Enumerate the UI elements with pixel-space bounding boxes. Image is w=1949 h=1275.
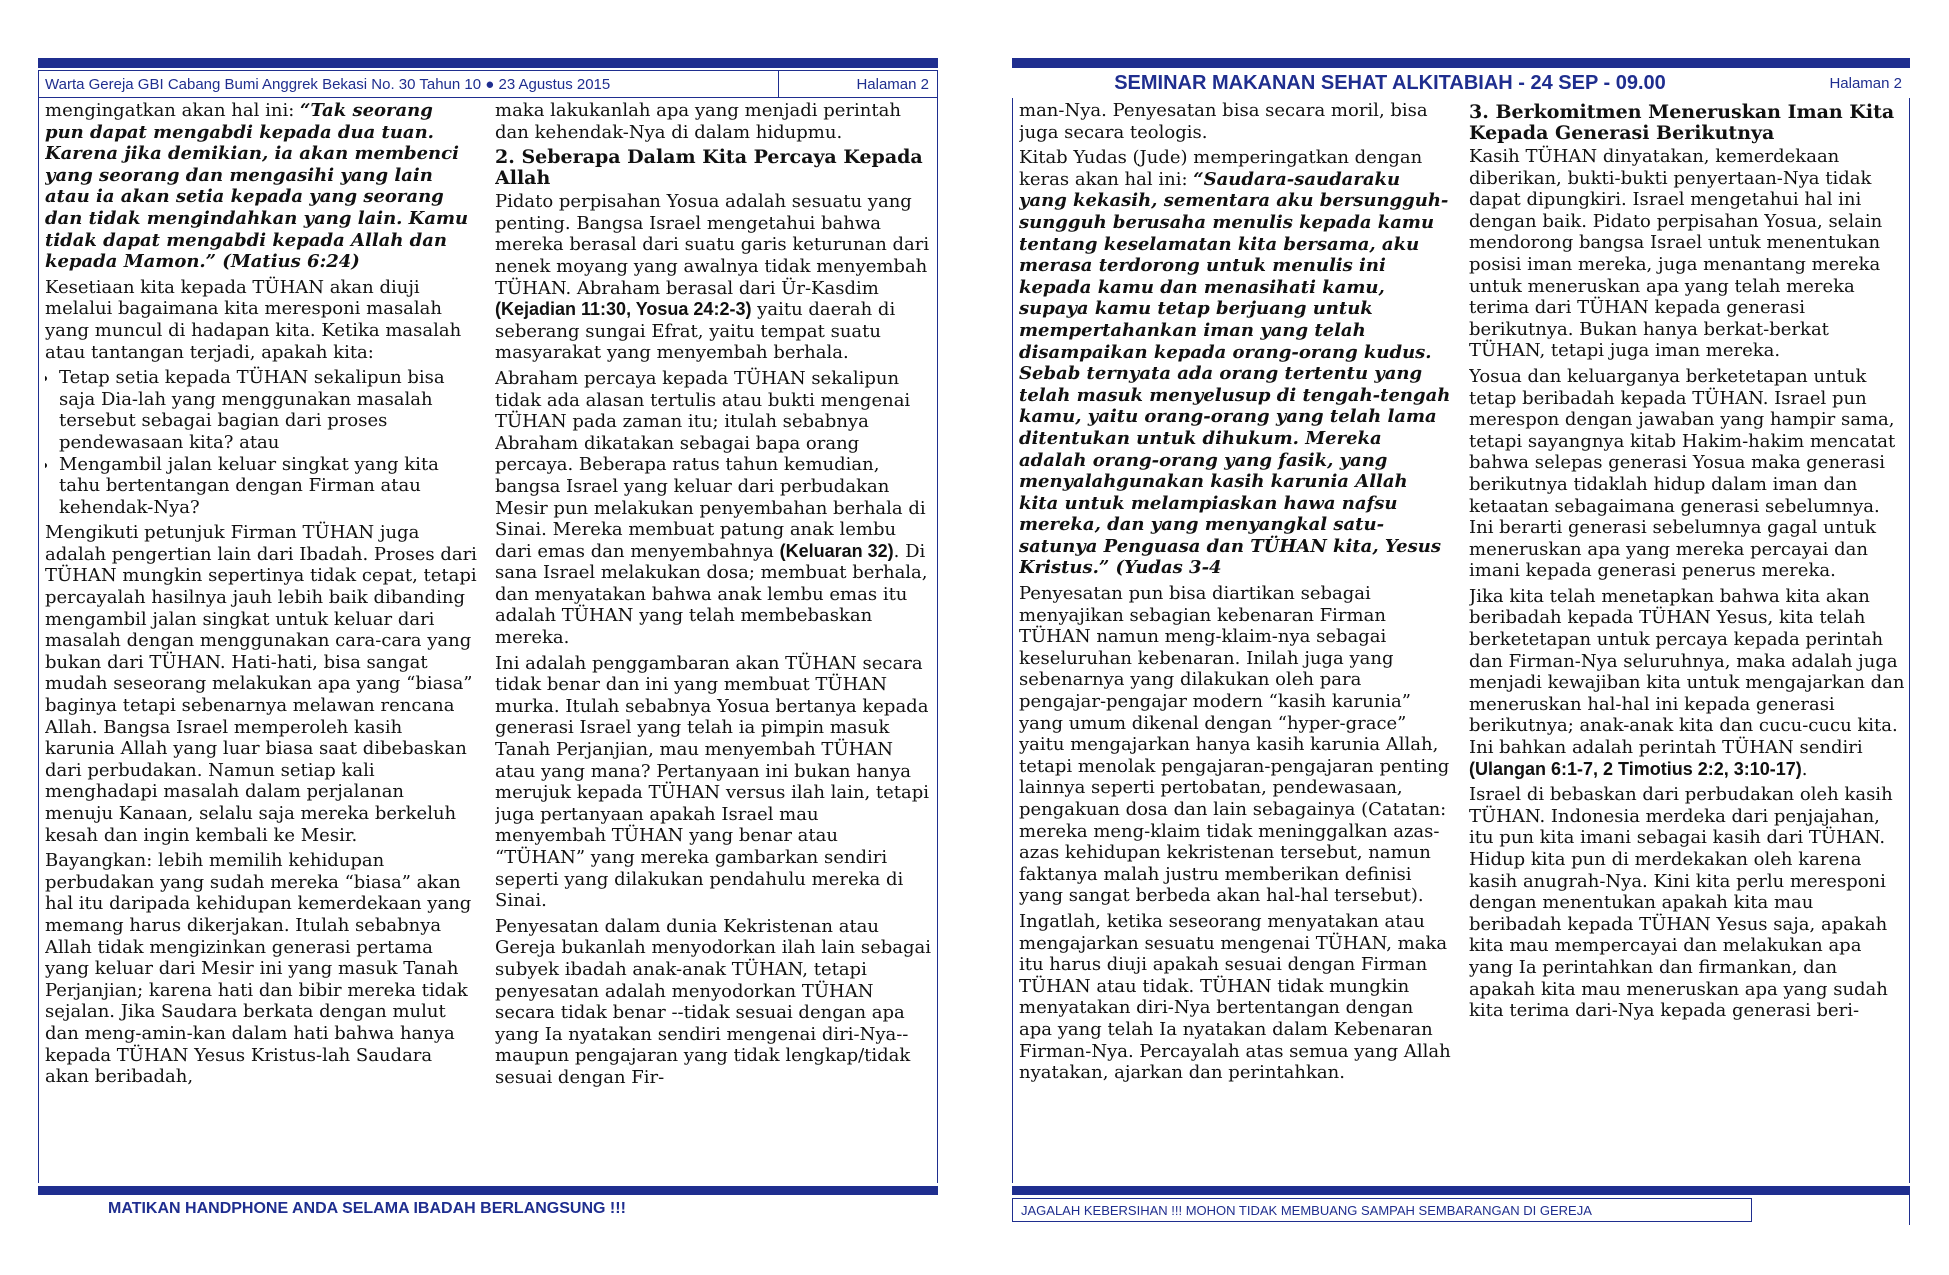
- paragraph: Kasih TÜHAN dinyatakan, kemerdekaan diberikan, bukti-bukti penyertaan-Nya tidak dapat dipungkiri. Israel mengetahui hal ini dengan baik. Pidato perpisahan Yosua, selain mendorong bangsa Israel untuk menentukan posisi iman mereka, juga menantang mereka untuk meneruskan apa yang telah mereka terima dari TÜHAN kepada generasi berikutnya. Bukan hanya berkat-berkat TÜHAN, tetapi juga iman mereka.: [1469, 146, 1883, 362]
- top-rule: [38, 58, 938, 68]
- text-run: yaitu daerah di seberang sungai Efrat, yaitu tempat suatu masyarakat yang menyembah berhala.: [495, 299, 896, 364]
- column-right: [1469, 100, 1905, 1183]
- paragraph: Yosua dan keluarganya berketetapan untuk tetap beribadah kepada TÜHAN. Israel pun merespon dengan jawaban yang hampir sama, tetapi sayangnya kitab Hakim-hakim mencatat bahwa selepas generasi Yosua maka generasi berikutnya tidaklah hidup dalam iman dan ketaatan sebagaimana generasi sebelumnya. Ini berarti generasi sebelumnya gagal untuk meneruskan apa yang mereka percayai dan imani kepada generasi penerus mereka.: [1469, 365, 1896, 582]
- text-run: . Di sana Israel melakukan dosa; membuat berhala, dan menyatakan bahwa anak lembu emas itu adalah TÜHAN yang telah membebaskan mereka.: [495, 540, 928, 649]
- text-run: mengingatkan akan hal ini:: [45, 100, 301, 121]
- paragraph: Bayangkan: lebih memilih kehidupan perbudakan yang sudah mereka “biasa” akan hal itu daripada kehidupan kemerdekaan yang memang harus dikerjakan. Itulah sebabnya Allah tidak mengizinkan generasi pertama yang keluar dari Mesir ini yang masuk Tanah Perjanjian; karena hati dan bibir mereka tidak sejalan. Jika Saudara berkata dengan mulut dan meng-amin-kan dalam hati bahwa hanya kepada TÜHAN Yesus Kristus-lah Saudara akan beribadah,: [45, 850, 472, 1088]
- paragraph: [1469, 586, 1905, 780]
- text-run: Pidato perpisahan Yosua adalah sesuatu yang penting. Bangsa Israel mengetahui bahwa mereka berasal dari suatu garis keturunan dari nenek moyang yang awalnya tidak menyembah TÜHAN. Abraham berasal dari Ür-Kasdim: [495, 191, 930, 299]
- text-run: Abraham percaya kepada TÜHAN sekalipun tidak ada alasan tertulis atau bukti mengenai TÜHAN pada zaman itu; itulah sebabnya Abraham dikatakan sebagai bapa orang percaya. Beberapa ratus tahun kemudian, bangsa Israel yang keluar dari perbudakan Mesir pun melakukan penyembahan berhala di Sinai. Mereka membuat patung anak lembu dari emas dan menyembahnya: [495, 367, 926, 562]
- header-bar: [1012, 70, 1910, 96]
- paragraph: [1019, 147, 1451, 579]
- paragraph: Israel di bebaskan dari perbudakan oleh kasih TÜHAN. Indonesia merdeka dari penjajahan, itu pun kita imani sebagai kasih dari TÜHAN. Hidup kita pun di merdekakan oleh karena kasih anugrah-Nya. Kini kita perlu meresponi dengan menentukan apakah kita mau beribadah kepada TÜHAN Yesus saja, apakah kita mau mempercayai dan melakukan apa yang Ia perintahkan dan firmankan, dan apakah kita mau meneruskan apa yang sudah kita terima dari-Nya kepada generasi beri-: [1469, 784, 1893, 1022]
- bottom-frame: [1751, 1195, 1910, 1225]
- text-run: .: [1801, 758, 1808, 780]
- paragraph: maka lakukanlah apa yang menjadi perintah dan kehendak-Nya di dalam hidupmu.: [495, 100, 901, 143]
- scripture-reference: (Kejadian 11:30, Yosua 24:2-3): [495, 299, 752, 320]
- column-right: [495, 100, 931, 1183]
- text-run: Jika kita telah menetapkan bahwa kita akan beribadah kepada TÜHAN Yesus, kita telah berketetapan untuk percaya kepada perintah dan Firman-Nya seluruhnya, maka adalah juga menjadi kewajiban kita untuk mengajarkan dan meneruskan hal-hal ini kepada generasi berikutnya; anak-anak kita dan cucu-cucu kita. Ini bahkan adalah perintah TÜHAN sendiri: [1469, 585, 1905, 759]
- scripture-reference: (Ulangan 6:1-7, 2 Timotius 2:2, 3:10-17): [1469, 758, 1802, 779]
- bottom-rule: [1012, 1186, 1910, 1195]
- scripture-quote: “Tak seorang pun dapat mengabdi kepada dua tuan. Karena jika demikian, ia akan membenci yang seorang dan mengasihi yang lain atau ia akan setia kepada yang seorang dan tidak mengindahkan yang lain. Kamu tidak dapat mengabdi kepada Allah dan kepada Mamon.” (Matius 6:24): [45, 100, 469, 273]
- paragraph: [495, 368, 931, 649]
- paragraph: man-Nya. Penyesatan bisa secara moril, bisa juga secara teologis.: [1019, 100, 1428, 143]
- list-item: • Tetap setia kepada TÜHAN sekalipun bisa saja Dia-lah yang menggunakan masalah tersebut sebagai bagian dari proses pendewasaan kita? atau: [59, 367, 477, 453]
- header-bar: [38, 70, 938, 98]
- paragraph: [45, 100, 477, 273]
- right-page: [1012, 58, 1910, 1238]
- paragraph: Penyesatan dalam dunia Kekristenan atau Gereja bukanlah menyodorkan ilah lain sebagai subyek ibadah anak-anak TÜHAN, tetapi penyesatan adalah menyodorkan TÜHAN secara tidak benar --tidak sesuai dengan apa yang Ia nyatakan sendiri mengenai diri-Nya-- maupun pengajaran yang tidak lengkap/tidak sesuai dengan Fir-: [495, 915, 931, 1088]
- paragraph: Ini adalah penggambaran akan TÜHAN secara tidak benar dan ini yang membuat TÜHAN murka. Itulah sebabnya Yosua bertanya kepada generasi Israel yang telah ia pimpin masuk Tanah Perjanjian, mau menyembah TÜHAN atau yang mana? Pertanyaan ini bukan hanya merujuk kepada TÜHAN versus ilah lain, tetapi juga pertanyaan apakah Israel mau menyembah TÜHAN yang benar atau “TÜHAN” yang mereka gambarkan sendiri seperti yang dilakukan pendahulu mereka di Sinai.: [495, 652, 930, 912]
- paragraph: [495, 191, 931, 364]
- content-area: [38, 98, 938, 1183]
- column-left: [45, 100, 477, 1183]
- column-left: [1019, 100, 1451, 1183]
- scripture-quote: “Saudara-saudaraku yang kekasih, sementara aku bersungguh-sungguh berusaha menulis kepada kamu tentang keselamatan kita bersama, aku merasa terdorong untuk menulis ini kepada kamu dan menasihati kamu, supaya kamu tetap berjuang untuk mempertahankan iman yang telah disampaikan kepada orang-orang kudus. Sebab ternyata ada orang tertentu yang telah masuk menyelusup di tengah-tengah kamu, yaitu orang-orang yang telah lama ditentukan untuk dihukum. Mereka adalah orang-orang yang fasik, yang menyalahgunakan kasih karunia Allah kita untuk melampiaskan hawa nafsu mereka, dan yang menyangkal satu-satunya Penguasa dan TÜHAN kita, Yesus Kristus.” (Yudas 3-4: [1019, 168, 1451, 579]
- bullet-list: [45, 367, 477, 518]
- content-area: [1012, 98, 1910, 1183]
- header-title: Warta Gereja GBI Cabang Bumi Anggrek Bekasi No. 30 Tahun 10 ● 23 Agustus 2015: [45, 75, 611, 93]
- paragraph: Penyesatan pun bisa diartikan sebagai menyajikan sebagian kebenaran Firman TÜHAN namun meng-klaim-nya sebagai keseluruhan kebenaran. Inilah juga yang sebenarnya yang dilakukan oleh para pengajar-pengajar modern “kasih karunia” yang umum dikenal dengan “hyper-grace” yaitu mengajarkan hanya kasih karunia Allah, tetapi menolak pengajaran-pengajaran penting lainnya seperti pertobatan, pendewasaan, pengakuan dosa dan lain sebagainya (Catatan: mereka meng-klaim tidak meninggalkan azas-azas kehidupan kekristenan tersebut, namun faktanya malah justru memberikan definisi yang sangat berbeda akan hal-hal tersebut).: [1019, 583, 1450, 907]
- bottom-rule: [38, 1186, 938, 1195]
- paragraph: Kesetiaan kita kepada TÜHAN akan diuji melalui bagaimana kita meresponi masalah yang muncul di hadapan kita. Ketika masalah atau tantangan terjadi, apakah kita:: [45, 276, 462, 363]
- paragraph: Mengikuti petunjuk Firman TÜHAN juga adalah pengertian lain dari Ibadah. Proses dari TÜHAN mungkin sepertinya tidak cepat, tetapi percayalah hasilnya jauh lebih baik dibanding mengambil jalan singkat untuk keluar dari masalah dengan menggunakan cara-cara yang bukan dari TÜHAN. Hati-hati, bisa sangat mudah seseorang melakukan apa yang “biasa” baginya tetapi sebenarnya melawan rencana Allah. Bangsa Israel memperoleh kasih karunia Allah yang luar biasa saat dibebaskan dari perbudakan. Namun setiap kali menghadapi masalah dalam perjalanan menuju Kanaan, selalu saja mereka berkeluh kesah dan ingin kembali ke Mesir.: [45, 522, 477, 846]
- left-page: [38, 58, 938, 1238]
- scripture-reference: (Keluaran 32): [779, 540, 894, 561]
- section-heading: 2. Seberapa Dalam Kita Percaya Kepada Allah: [495, 146, 923, 190]
- text-run: Kitab Yudas (Jude) memperingatkan dengan keras akan hal ini:: [1019, 147, 1423, 190]
- footer-notice: MATIKAN HANDPHONE ANDA SELAMA IBADAH BERLANGSUNG !!!: [108, 1200, 626, 1217]
- paragraph: Ingatlah, ketika seseorang menyatakan atau mengajarkan sesuatu mengenai TÜHAN, maka itu harus diuji apakah sesuai dengan Firman TÜHAN atau tidak. TÜHAN tidak mungkin menyatakan diri-Nya bertentangan dengan apa yang telah Ia nyatakan dalam Kebenaran Firman-Nya. Percayalah atas semua yang Allah nyatakan, ajarkan dan perintahkan.: [1019, 910, 1451, 1084]
- list-item: • Mengambil jalan keluar singkat yang kita tahu bertentangan dengan Firman atau kehendak-Nya?: [59, 454, 477, 519]
- header-title: SEMINAR MAKANAN SEHAT ALKITABIAH - 24 SEP - 09.00: [1114, 71, 1666, 94]
- section-heading: 3. Berkomitmen Meneruskan Iman Kita Kepada Generasi Berikutnya: [1469, 101, 1895, 144]
- page-label: Halaman 2: [778, 71, 937, 97]
- footer-notice: [1012, 1198, 1752, 1222]
- footer-text: JAGALAH KEBERSIHAN !!! MOHON TIDAK MEMBUANG SAMPAH SEMBARANGAN DI GEREJA: [1021, 1202, 1592, 1218]
- top-rule: [1012, 58, 1910, 68]
- page-label: Halaman 2: [1829, 74, 1902, 92]
